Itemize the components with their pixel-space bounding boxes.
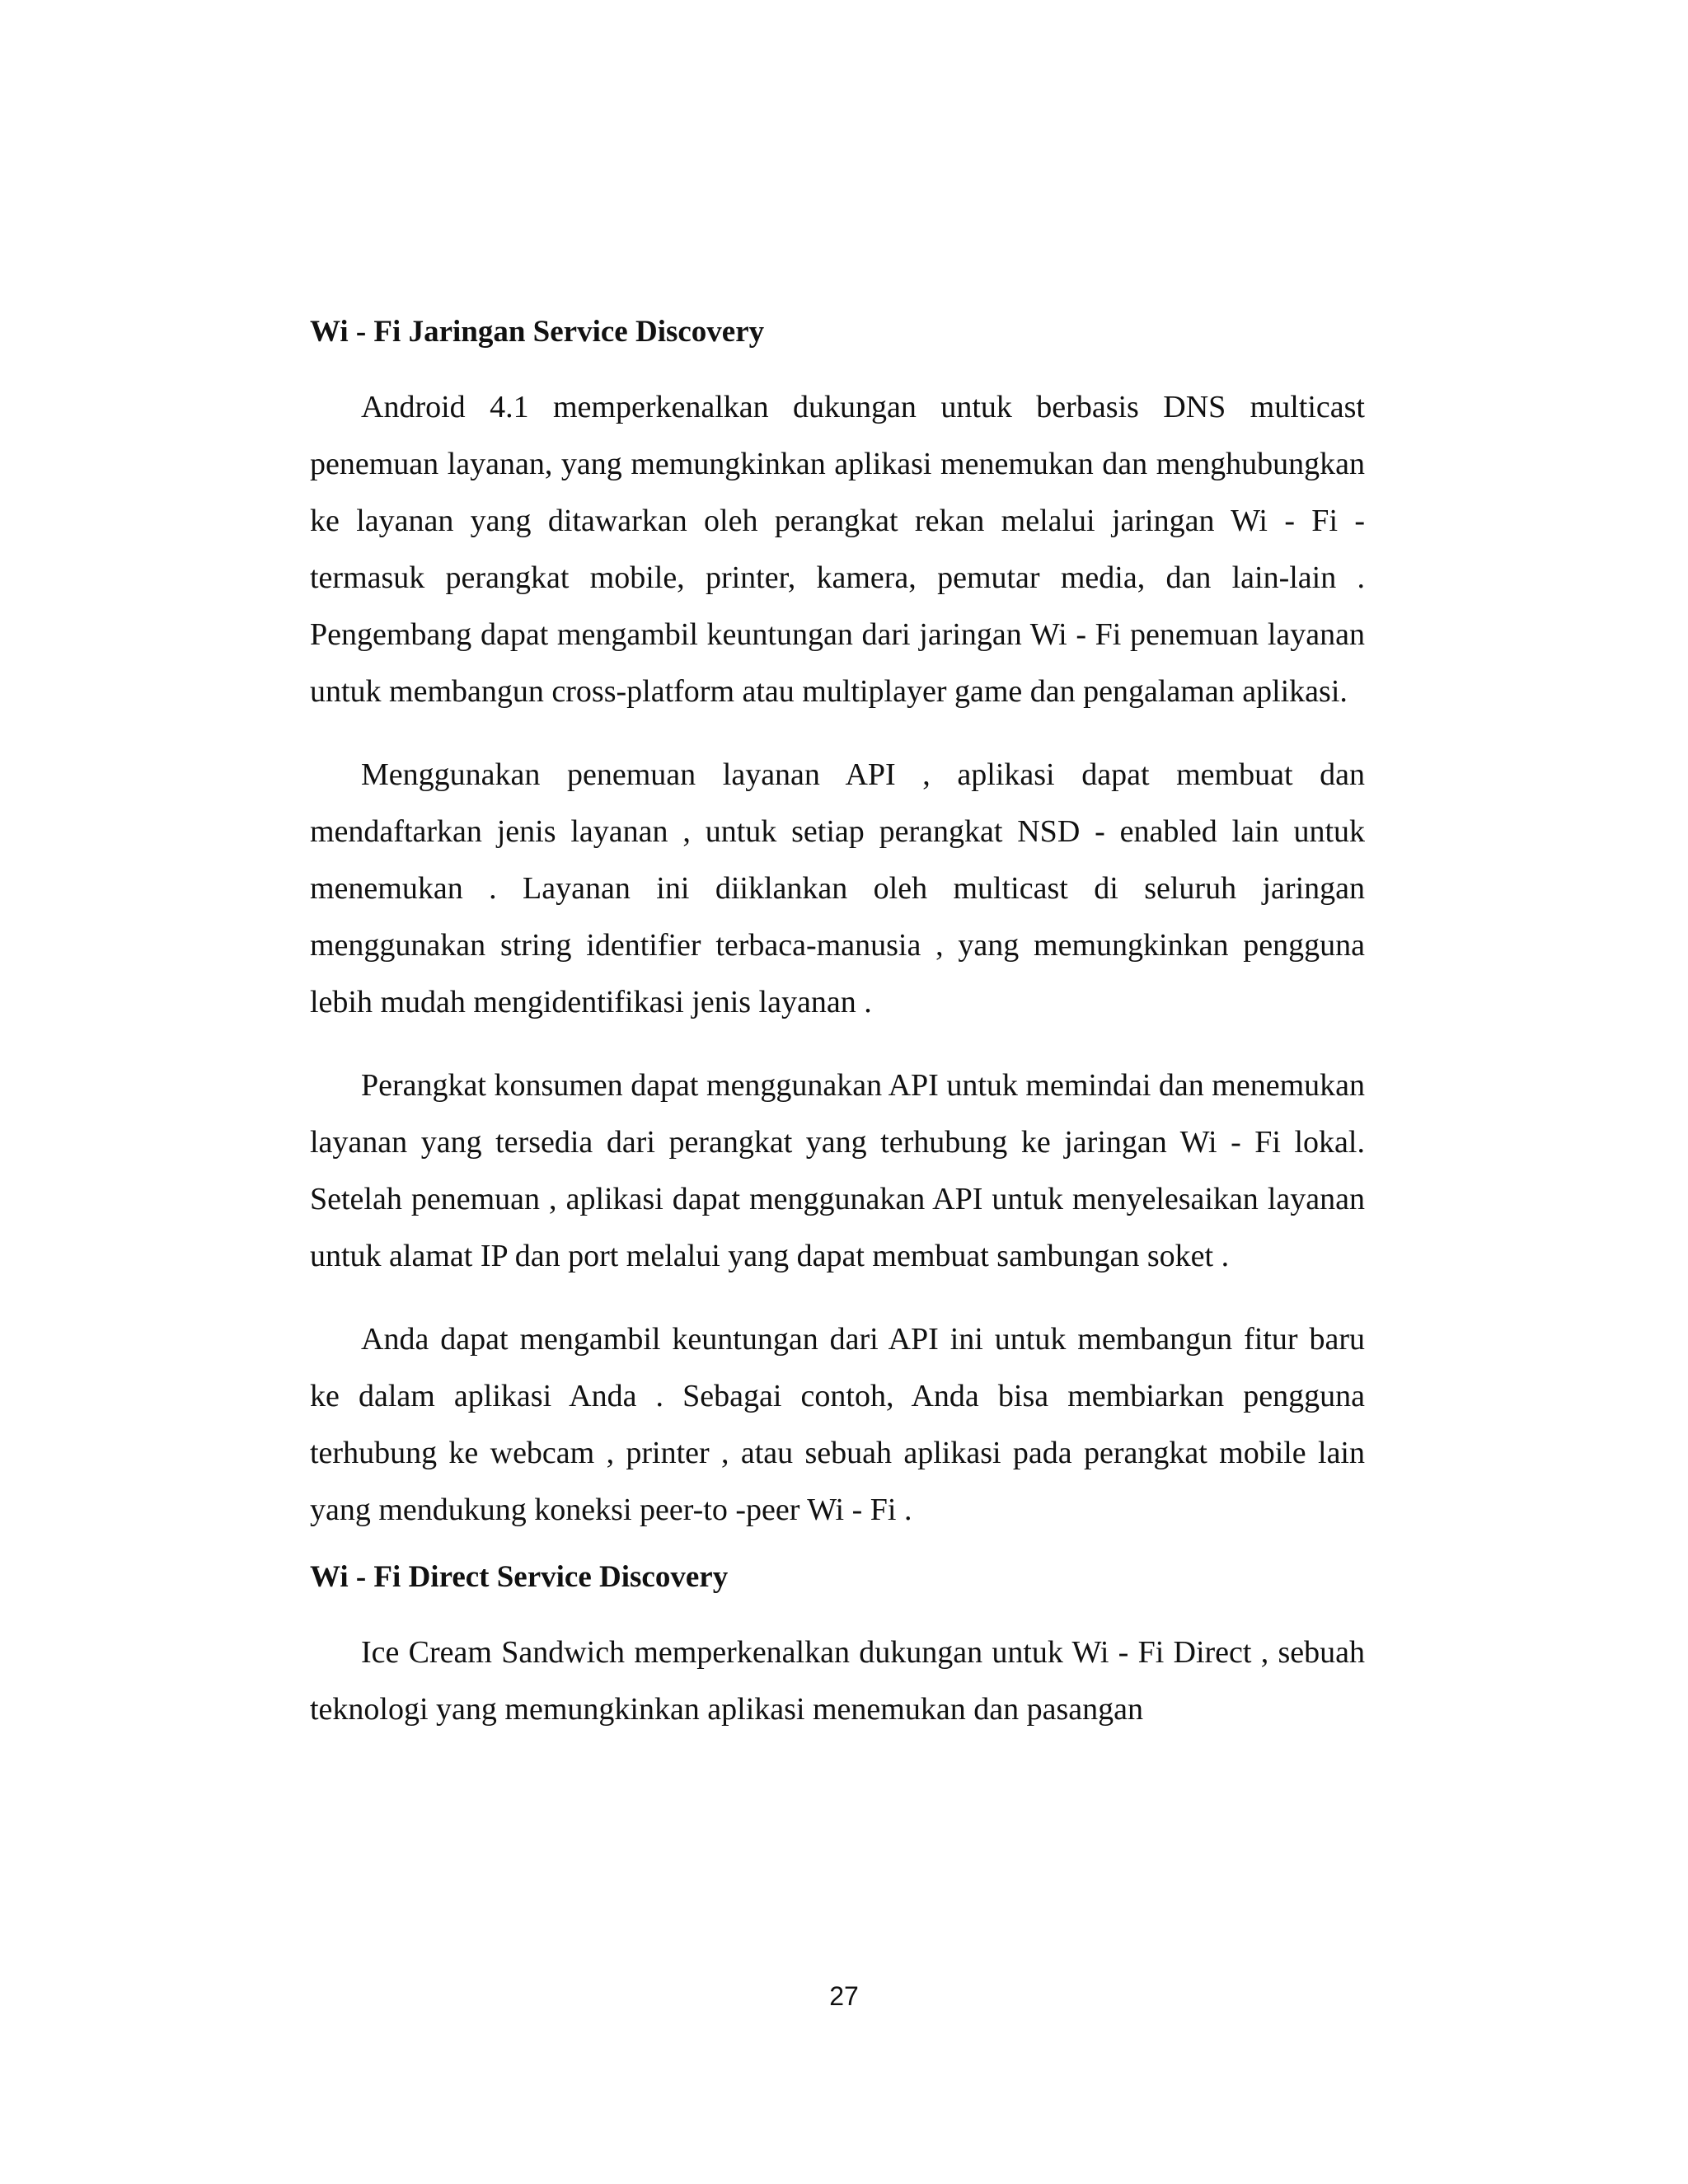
paragraph: Android 4.1 memperkenalkan dukungan untuk berbasis DNS multicast penemuan layanan, yang memungkinkan aplikasi menemukan dan menghubungkan ke layanan yang ditawarkan oleh perangkat rekan melalui jaringan Wi - Fi - termasuk perangkat mobile, printer, kamera, pemutar media, dan lain-lain . Pengembang dapat mengambil keuntungan dari jaringan Wi - Fi penemuan layanan untuk membangun cross-platform atau multiplayer game dan pengalaman aplikasi. <box>310 390 1365 709</box>
page-number: 27 <box>829 1981 859 2011</box>
paragraph: Anda dapat mengambil keuntungan dari API ini untuk membangun fitur baru ke dalam aplikasi Anda . Sebagai contoh, Anda bisa membiarkan pengguna terhubung ke webcam , printer , atau sebuah aplikasi pada perangkat mobile lain yang mendukung koneksi peer-to -peer Wi - Fi . <box>310 1322 1365 1527</box>
page-content <box>310 312 1365 1738</box>
paragraph: Ice Cream Sandwich memperkenalkan dukungan untuk Wi - Fi Direct , sebuah teknologi yang memungkinkan aplikasi menemukan dan pasangan <box>310 1635 1365 1727</box>
paragraph: Perangkat konsumen dapat menggunakan API untuk memindai dan menemukan layanan yang tersedia dari perangkat yang terhubung ke jaringan Wi - Fi lokal. Setelah penemuan , aplikasi dapat menggunakan API untuk menyelesaikan layanan untuk alamat IP dan port melalui yang dapat membuat sambungan soket . <box>310 1068 1365 1273</box>
section-heading-wifi-network-service-discovery: Wi - Fi Jaringan Service Discovery <box>310 315 765 349</box>
paragraph: Menggunakan penemuan layanan API , aplikasi dapat membuat dan mendaftarkan jenis layanan , untuk setiap perangkat NSD - enabled lain untuk menemukan . Layanan ini diiklankan oleh multicast di seluruh jaringan menggunakan string identifier terbaca-manusia , yang memungkinkan pengguna lebih mudah mengidentifikasi jenis layanan . <box>310 757 1365 1019</box>
section-heading-wifi-direct-service-discovery: Wi - Fi Direct Service Discovery <box>310 1560 729 1594</box>
